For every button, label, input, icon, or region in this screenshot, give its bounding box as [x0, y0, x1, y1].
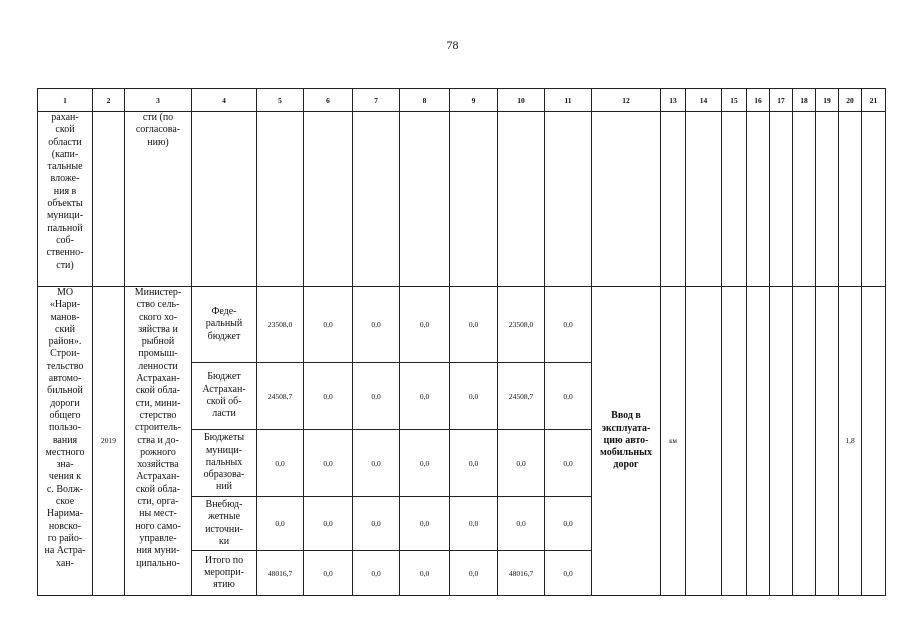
empty-cell [793, 287, 816, 596]
value-cell: 0,0 [257, 430, 304, 497]
col-header: 12 [592, 89, 661, 112]
value-cell: 24508,7 [498, 363, 545, 430]
col-header: 3 [125, 89, 192, 112]
continuation-row [38, 112, 886, 287]
empty-cell [450, 112, 498, 287]
value-cell: 0,0 [400, 363, 450, 430]
unit-of-measure: км [661, 287, 686, 596]
value-cell: 0,0 [353, 497, 400, 551]
value-cell: 0,0 [400, 497, 450, 551]
value-cell: 48016,7 [257, 551, 304, 596]
value-cell: 0,0 [545, 497, 592, 551]
empty-cell [747, 287, 770, 596]
funding-source: Внебюд- жетные источни- ки [192, 497, 257, 551]
value-cell: 0,0 [257, 497, 304, 551]
empty-cell [661, 112, 686, 287]
empty-cell [770, 287, 793, 596]
empty-cell [862, 112, 886, 287]
value-cell: 0,0 [353, 430, 400, 497]
funding-source: Феде- ральный бюджет [192, 287, 257, 363]
value-cell: 24508,7 [257, 363, 304, 430]
empty-cell [839, 112, 862, 287]
empty-cell [592, 112, 661, 287]
value-cell: 0,0 [545, 287, 592, 363]
empty-cell [816, 287, 839, 596]
value-cell: 23508,0 [498, 287, 545, 363]
funding-source: Итого по меропри- ятию [192, 551, 257, 596]
col-header: 13 [661, 89, 686, 112]
col-header: 14 [686, 89, 722, 112]
empty-cell [192, 112, 257, 287]
value-cell: 0,0 [450, 497, 498, 551]
value-cell: 0,0 [304, 363, 353, 430]
empty-cell [353, 112, 400, 287]
value-cell: 0,0 [545, 430, 592, 497]
empty-cell [545, 112, 592, 287]
funding-source: Бюджеты муници- пальных образова- ний [192, 430, 257, 497]
col-header: 2 [93, 89, 125, 112]
value-cell: 0,0 [400, 287, 450, 363]
empty-cell [862, 287, 886, 596]
funding-source: Бюджет Астрахан- ской об- ласти [192, 363, 257, 430]
continuation-col3: сти (по согласова- нию) [125, 112, 192, 287]
funding-row-federal [38, 287, 886, 363]
empty-cell [722, 287, 747, 596]
col-header: 18 [793, 89, 816, 112]
col-header: 11 [545, 89, 592, 112]
col-header: 6 [304, 89, 353, 112]
value-cell: 0,0 [450, 287, 498, 363]
value-cell: 0,0 [304, 497, 353, 551]
col-header: 21 [862, 89, 886, 112]
value-cell: 0,0 [304, 551, 353, 596]
target-indicator: Ввод в эксплуата- цию авто- мобильных дорог [592, 287, 661, 596]
col-header: 5 [257, 89, 304, 112]
measure-name: МО «Нари- манов- ский район». Строи- тельство автомо- бильной дороги общего пользо- вания местного зна- чения к с. Волж- ское Нарима- новско- го райо- на Астра- хан- [38, 287, 93, 596]
program-table [37, 88, 886, 596]
value-cell: 0,0 [353, 363, 400, 430]
empty-cell [770, 112, 793, 287]
empty-cell [747, 112, 770, 287]
continuation-col1: рахан- ской области (капи- тальные вложе- ния в объекты муници- пальной соб- ственно- сти) [38, 112, 93, 287]
col-header: 8 [400, 89, 450, 112]
empty-cell [722, 112, 747, 287]
col-header: 10 [498, 89, 545, 112]
value-cell: 0,0 [545, 551, 592, 596]
value-cell: 0,0 [353, 551, 400, 596]
page-number: 78 [446, 38, 459, 52]
value-cell: 0,0 [304, 287, 353, 363]
value-cell: 0,0 [498, 497, 545, 551]
header-row [38, 89, 886, 112]
value-cell: 0,0 [498, 430, 545, 497]
value-cell: 0,0 [400, 430, 450, 497]
empty-cell [816, 112, 839, 287]
value-cell: 0,0 [450, 430, 498, 497]
indicator-value: 1,8 [839, 287, 862, 596]
col-header: 19 [816, 89, 839, 112]
col-header: 4 [192, 89, 257, 112]
value-cell: 0,0 [545, 363, 592, 430]
value-cell: 48016,7 [498, 551, 545, 596]
empty-cell [304, 112, 353, 287]
empty-cell [498, 112, 545, 287]
value-cell: 0,0 [400, 551, 450, 596]
value-cell: 23508,0 [257, 287, 304, 363]
empty-cell [686, 287, 722, 596]
value-cell: 0,0 [450, 363, 498, 430]
value-cell: 0,0 [353, 287, 400, 363]
empty-cell [793, 112, 816, 287]
col-header: 9 [450, 89, 498, 112]
col-header: 16 [747, 89, 770, 112]
empty-cell [400, 112, 450, 287]
col-header: 1 [38, 89, 93, 112]
value-cell: 0,0 [450, 551, 498, 596]
col-header: 20 [839, 89, 862, 112]
empty-cell [686, 112, 722, 287]
col-header: 17 [770, 89, 793, 112]
value-cell: 0,0 [304, 430, 353, 497]
empty-cell [93, 112, 125, 287]
col-header: 15 [722, 89, 747, 112]
empty-cell [257, 112, 304, 287]
col-header: 7 [353, 89, 400, 112]
responsible-executor: Министер- ство сель- ского хо- зяйства и рыбной промыш- ленности Астрахан- ской обла- сти, мини- стерство строитель- ства и до- рожного хозяйства Астрахан- ской обла- сти, орга- ны мест- ного само- управле- ния муни- ципально- [125, 287, 192, 596]
measure-year: 2019 [93, 287, 125, 596]
